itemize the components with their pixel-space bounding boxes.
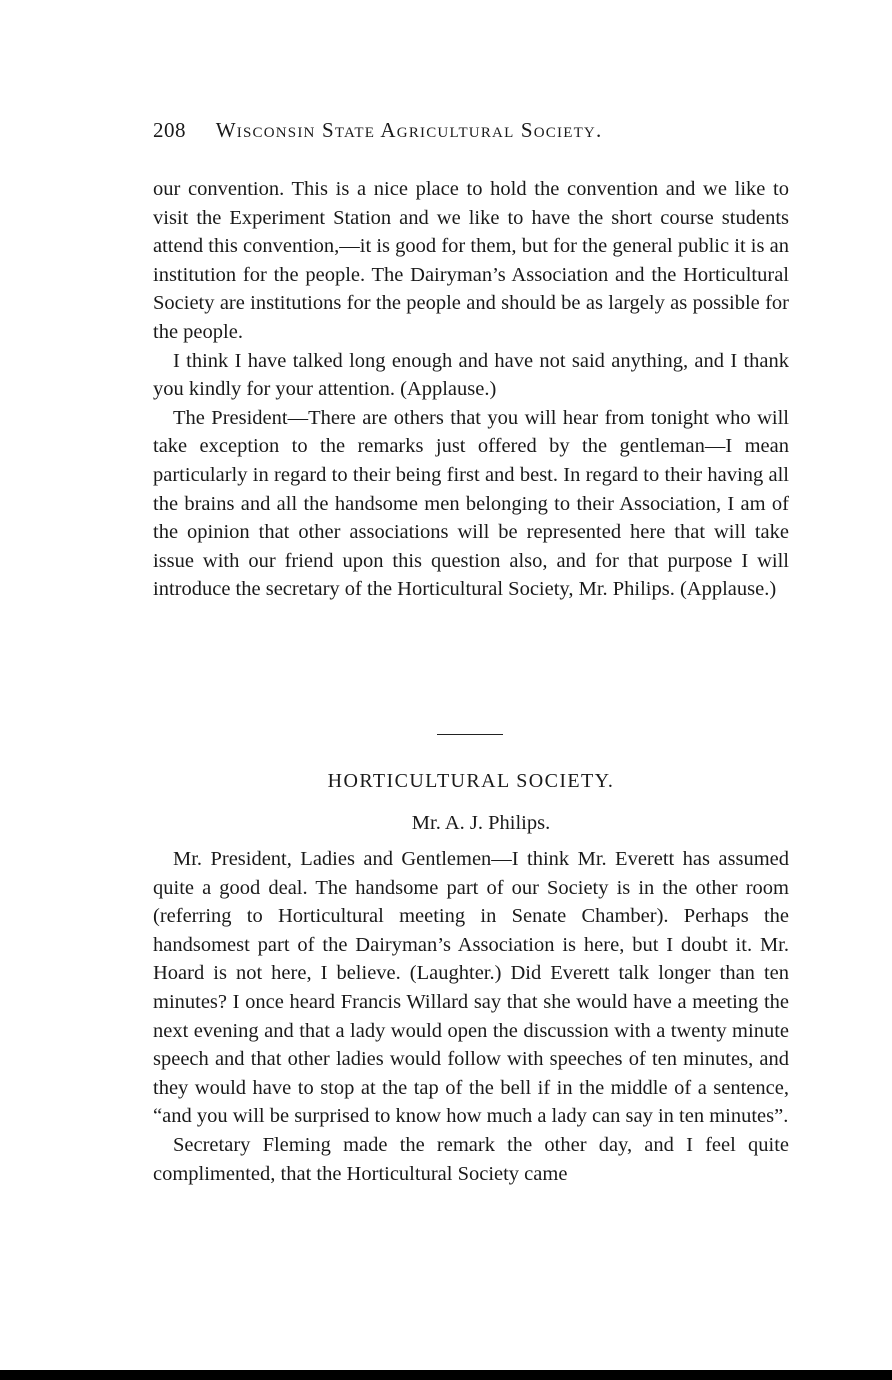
paragraph-secretary-fleming: Secretary Fleming made the remark the other day, and I feel quite complimented, that the Horticultural Society came — [153, 1133, 789, 1185]
scan-edge-bar — [0, 1370, 892, 1380]
running-header — [153, 118, 793, 143]
page-number: 208 — [153, 118, 186, 142]
paragraph-president: The President—There are others that you will hear from tonight who will take exception to the remarks just offered by the gentleman—I mean particularly in regard to their being first and best. In regard to their having all the brains and all the handsome men belonging to their Association, I am of the opinion that other associations will be represented here that will take issue with our friend upon this question also, and for that purpose I will introduce the secretary of the Horticultural Society, Mr. Philips. (Applause.) — [153, 406, 789, 601]
section-divider — [437, 734, 503, 735]
paragraph-convention: our convention. This is a nice place to hold the convention and we like to visit the Experiment Station and we like to have the short course students attend this convention,—it is good for them, but for the general public it is an institution for the people. The Dairyman’s Association and the Horticultural Society are institutions for the people and should be as largely as possible for the people. — [153, 178, 789, 343]
body-text-lower — [153, 845, 789, 1188]
paragraph-philips-speech: Mr. President, Ladies and Gentlemen—I think Mr. Everett has assumed quite a good deal. The handsome part of our Society is in the other room (referring to Horticultural meeting in Senate Chamber). Perhaps the handsomest part of the Dairyman’s Association is here, but I doubt it. Mr. Hoard is not here, I believe. (Laughter.) Did Everett talk longer than ten minutes? I once heard Francis Willard say that she would have a meeting the next evening and that a lady would open the discussion with a twenty minute speech and that other ladies would follow with speeches of ten minutes, and they would have to stop at the tap of the bell if in the middle of a sentence, “and you will be surprised to know how much a lady can say in ten minutes”. — [153, 848, 789, 1128]
section-heading: HORTICULTURAL SOCIETY. — [327, 770, 615, 792]
paragraph-talked-long: I think I have talked long enough and have not said anything, and I thank you kindly for your attention. (Applause.) — [153, 349, 789, 401]
body-text-upper — [153, 175, 789, 604]
running-title: Wisconsin State Agricultural Society. — [215, 118, 603, 142]
speaker-name: Mr. A. J. Philips. — [411, 812, 551, 834]
